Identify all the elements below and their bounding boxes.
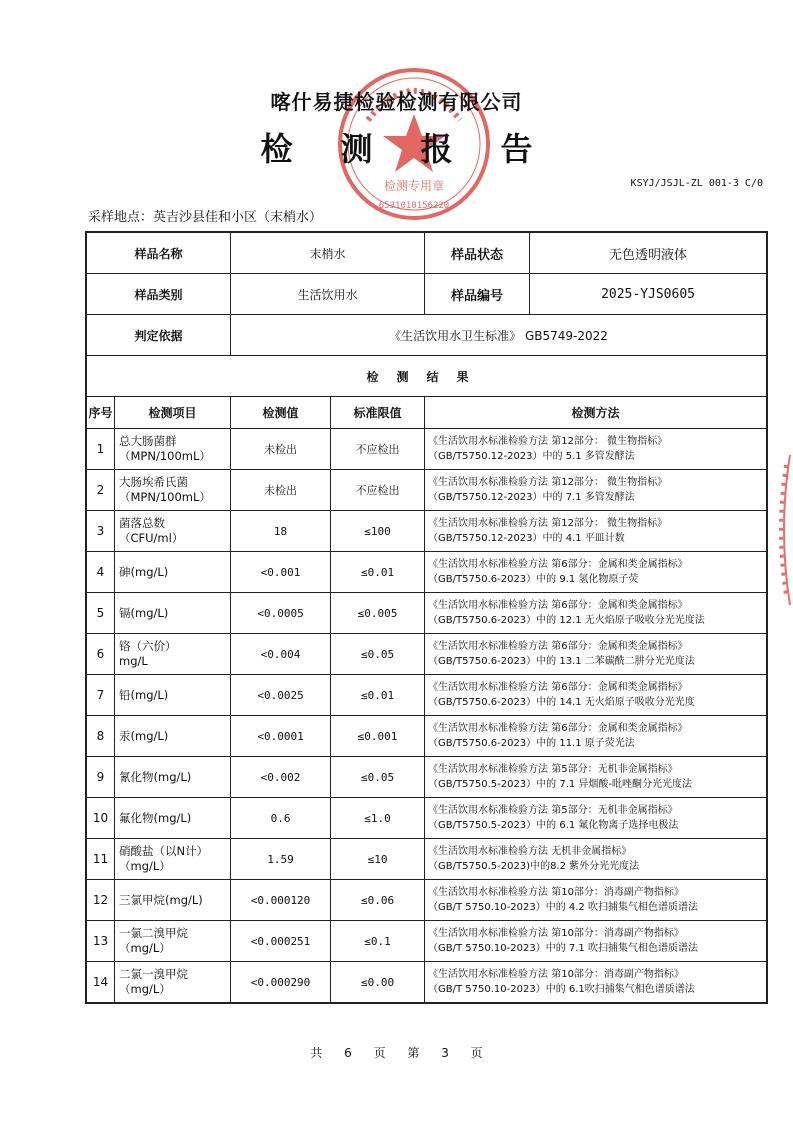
table-row [87,634,767,675]
section-title: 检测结果 [87,356,767,397]
row-number: 9 [87,757,115,798]
test-method-clause: （GB/T5750.6-2023）中的 13.1 二苯碳酰二肼分光光度法 [428,656,695,667]
test-method-standard: 《生活饮用水标准检验方法 第6部分：金属和类金属指标》 [428,559,688,570]
test-item-name: 氰化物(mg/L) [119,769,192,784]
row-number: 6 [87,634,115,675]
test-item [115,511,231,552]
table-header-row [87,397,767,429]
test-item-name: 一氯二溴甲烷 [119,926,188,940]
info-row-sample-type [87,274,767,315]
test-method-clause: （GB/T 5750.10-2023）中的 4.2 吹扫捕集气相色谱质谱法 [428,902,698,913]
test-value: <0.000120 [231,880,331,921]
info-row-sample-name [87,233,767,274]
col-method-header: 检测方法 [425,397,767,429]
table-row [87,593,767,634]
row-number: 2 [87,470,115,511]
table-row [87,921,767,962]
test-method-clause: （GB/T 5750.10-2023）中的 6.1吹扫捕集气相色谱质谱法 [428,984,695,995]
test-method-standard: 《生活饮用水标准检验方法 无机非金属指标》 [428,846,632,857]
col-no-header: 序号 [87,397,115,429]
test-value: <0.000251 [231,921,331,962]
total-pages: 共 6 页 [310,1046,386,1060]
test-value: <0.004 [231,634,331,675]
standard-limit: ≤0.005 [331,593,425,634]
test-item-name: 硝酸盐（以N计） [119,844,209,858]
test-value: 0.6 [231,798,331,839]
table-row [87,470,767,511]
sample-type-value: 生活饮用水 [231,274,425,315]
test-item [115,716,231,757]
test-value: <0.0001 [231,716,331,757]
table-row [87,429,767,470]
col-value-header: 检测值 [231,397,331,429]
test-item-name: 铬（六价） [119,639,177,653]
table-row [87,757,767,798]
test-method-clause: （GB/T5750.6-2023）中的 12.1 无火焰原子吸收分光光度法 [428,615,705,626]
standard-limit: ≤0.1 [331,921,425,962]
test-item-name: 砷(mg/L) [119,564,169,579]
table-row [87,798,767,839]
test-method-clause: （GB/T5750.5-2023）中的 6.1 氟化物离子选择电极法 [428,820,679,831]
test-method-standard: 《生活饮用水标准检验方法 第5部分：无机非金属指标》 [428,805,678,816]
test-value: <0.002 [231,757,331,798]
table-row [87,962,767,1003]
test-method-standard: 《生活饮用水标准检验方法 第12部分： 微生物指标》 [428,436,668,447]
row-number: 12 [87,880,115,921]
test-item-name: 总大肠菌群 [119,434,177,448]
row-number: 13 [87,921,115,962]
test-method-clause: （GB/T 5750.10-2023）中的 7.1 吹扫捕集气相色谱质谱法 [428,943,698,954]
test-item [115,921,231,962]
test-item-name: 大肠埃希氏菌 [119,475,188,489]
sample-name-label: 样品名称 [87,233,231,274]
test-value: 1.59 [231,839,331,880]
test-item-name: 氟化物(mg/L) [119,810,192,825]
test-item-name: 菌落总数 [119,516,165,530]
sample-no-label: 样品编号 [425,274,530,314]
test-item [115,880,231,921]
test-method-standard: 《生活饮用水标准检验方法 第12部分： 微生物指标》 [428,477,668,488]
sample-state-cell [425,233,766,273]
test-method [425,921,767,962]
table-row [87,511,767,552]
sampling-location: 采样地点：英吉沙县佳和小区（末梢水） [88,210,323,225]
test-method [425,839,767,880]
test-method-clause: （GB/T5750.12-2023）中的 7.1 多管发酵法 [428,492,635,503]
basis-label: 判定依据 [87,315,231,356]
standard-limit: ≤0.01 [331,675,425,716]
sample-state-value: 无色透明液体 [609,247,688,263]
test-item-unit: （MPN/100mL） [119,449,211,463]
sample-state-label: 样品状态 [425,233,530,273]
test-item-unit: （mg/L） [119,859,171,873]
current-page: 第 3 页 [407,1046,483,1060]
standard-limit: ≤0.01 [331,552,425,593]
row-number: 11 [87,839,115,880]
standard-limit: ≤0.06 [331,880,425,921]
page-footer [0,1044,793,1061]
test-value: <0.0005 [231,593,331,634]
test-item-unit: （mg/L） [119,941,171,955]
test-method-standard: 《生活饮用水标准检验方法 第6部分：金属和类金属指标》 [428,682,688,693]
test-item-name: 汞(mg/L) [119,728,169,743]
test-method-standard: 《生活饮用水标准检验方法 第5部分：无机非金属指标》 [428,764,678,775]
basis-value: 《生活饮用水卫生标准》 GB5749-2022 [231,315,767,356]
test-value: 未检出 [231,429,331,470]
test-item-name: 镉(mg/L) [119,605,169,620]
test-method [425,675,767,716]
row-number: 3 [87,511,115,552]
test-method-clause: （GB/T5750.5-2023)中的8.2 紫外分光光度法 [428,861,640,872]
test-item [115,470,231,511]
test-value: <0.001 [231,552,331,593]
result-rows [87,429,767,1003]
standard-limit: 不应检出 [331,470,425,511]
test-method [425,470,767,511]
company-name: 喀什易捷检验检测有限公司 [270,90,523,114]
test-item [115,962,231,1003]
test-value: <0.000290 [231,962,331,1003]
test-method-standard: 《生活饮用水标准检验方法 第12部分： 微生物指标》 [428,518,668,529]
table-row [87,552,767,593]
report-title: 检测报告 [260,130,581,168]
seam-stamp-fragment [772,455,793,605]
test-method [425,962,767,1003]
table-row [87,675,767,716]
row-number: 10 [87,798,115,839]
row-number: 4 [87,552,115,593]
test-method [425,593,767,634]
document-code: KSYJ/JSJL-ZL 001-3 C/0 [630,178,763,189]
sample-no-value: 2025-YJS0605 [601,286,695,302]
standard-limit: ≤0.00 [331,962,425,1003]
test-item-name: 二氯一溴甲烷 [119,967,188,981]
test-item [115,429,231,470]
test-item [115,634,231,675]
col-limit-header: 标准限值 [331,397,425,429]
test-value: 18 [231,511,331,552]
standard-limit: ≤0.05 [331,634,425,675]
standard-limit: ≤0.05 [331,757,425,798]
test-method [425,798,767,839]
test-method-standard: 《生活饮用水标准检验方法 第10部分：消毒副产物指标》 [428,969,684,980]
row-number: 8 [87,716,115,757]
standard-limit: ≤0.001 [331,716,425,757]
sample-name-value: 末梢水 [231,233,425,274]
test-method [425,429,767,470]
test-method-clause: （GB/T5750.12-2023）中的 4.1 平皿计数 [428,533,625,544]
standard-limit: ≤1.0 [331,798,425,839]
test-method-standard: 《生活饮用水标准检验方法 第6部分：金属和类金属指标》 [428,600,688,611]
table-row [87,880,767,921]
test-method-clause: （GB/T5750.6-2023）中的 11.1 原子荧光法 [428,738,635,749]
test-item [115,593,231,634]
test-method-clause: （GB/T5750.6-2023）中的 14.1 无火焰原子吸收分光光度 [428,697,695,708]
test-method [425,757,767,798]
test-method-standard: 《生活饮用水标准检验方法 第6部分：金属和类金属指标》 [428,723,688,734]
test-item-unit: （mg/L） [119,982,171,996]
row-number: 14 [87,962,115,1003]
row-number: 1 [87,429,115,470]
sample-type-label: 样品类别 [87,274,231,315]
test-item [115,675,231,716]
test-method-clause: （GB/T5750.12-2023）中的 5.1 多管发酵法 [428,451,635,462]
test-item-unit: mg/L [119,654,148,668]
test-method [425,880,767,921]
test-item [115,839,231,880]
report-table [86,232,767,1003]
test-item-unit: （MPN/100mL） [119,490,211,504]
test-item [115,757,231,798]
test-method [425,552,767,593]
svg-text:6531010156220: 6531010156220 [378,201,450,211]
test-method [425,511,767,552]
col-item-header: 检测项目 [115,397,231,429]
row-number: 5 [87,593,115,634]
test-value: 未检出 [231,470,331,511]
test-item-unit: （CFU/ml） [119,531,184,545]
table-row [87,839,767,880]
sample-no-cell [425,274,766,314]
info-row-basis [87,315,767,356]
standard-limit: 不应检出 [331,429,425,470]
test-item [115,552,231,593]
test-value: <0.0025 [231,675,331,716]
test-method-clause: （GB/T5750.5-2023）中的 7.1 异烟酸-吡唑酮分光光度法 [428,779,693,790]
standard-limit: ≤10 [331,839,425,880]
standard-limit: ≤100 [331,511,425,552]
test-method-standard: 《生活饮用水标准检验方法 第10部分：消毒副产物指标》 [428,887,684,898]
test-method [425,634,767,675]
test-item [115,798,231,839]
test-method-standard: 《生活饮用水标准检验方法 第6部分：金属和类金属指标》 [428,641,688,652]
section-title-row [87,356,767,397]
table-row [87,716,767,757]
test-method [425,716,767,757]
test-item-name: 铅(mg/L) [119,687,169,702]
row-number: 7 [87,675,115,716]
test-method-standard: 《生活饮用水标准检验方法 第10部分：消毒副产物指标》 [428,928,684,939]
svg-text:检测专用章: 检测专用章 [383,179,445,193]
test-method-clause: （GB/T5750.6-2023）中的 9.1 氢化物原子荧 [428,574,639,585]
test-item-name: 三氯甲烷(mg/L) [119,892,203,907]
